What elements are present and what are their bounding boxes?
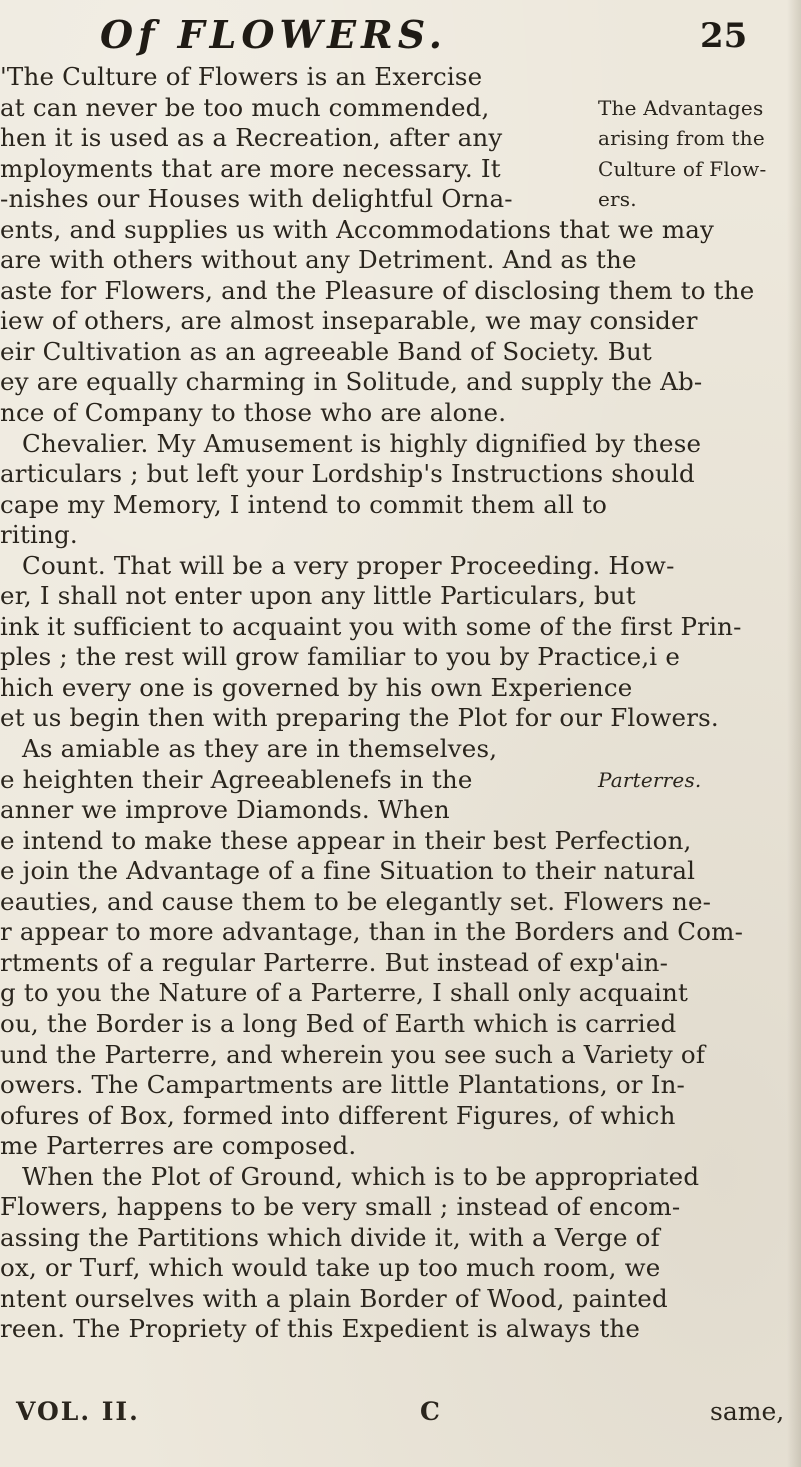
text-line: me Parterres are composed. xyxy=(0,1131,357,1161)
text-line: er, I shall not enter upon any little Particulars, but xyxy=(0,581,636,611)
volume-signature: VOL. II. xyxy=(16,1397,140,1426)
text-line: articulars ; but left your Lordship's Instructions should xyxy=(0,459,695,489)
text-line: ou, the Border is a long Bed of Earth which is carried xyxy=(0,1008,677,1038)
text-line: e intend to make these appear in their best Perfection, xyxy=(0,825,692,855)
text-line: cape my Memory, I intend to commit them all to xyxy=(0,489,608,519)
text-line: ofures of Box, formed into different Figures, of which xyxy=(0,1100,676,1130)
text-line: reen. The Propriety of this Expedient is always the xyxy=(0,1314,641,1344)
text-line: riting. xyxy=(0,520,78,550)
signature-letter: C xyxy=(420,1397,440,1426)
text-line: anner we improve Diamonds. When xyxy=(0,795,450,825)
text-line: ples ; the rest will grow familiar to you by Practice,i e xyxy=(0,642,681,672)
text-line: Chevalier. My Amusement is highly dignified by these xyxy=(22,428,702,458)
text-line: et us begin then with preparing the Plot for our Flowers. xyxy=(0,703,719,733)
text-line: are with others without any Detriment. And as the xyxy=(0,245,637,275)
text-line: mployments that are more necessary. It Culture of Flow- xyxy=(0,153,767,183)
text-line: nce of Company to those who are alone. xyxy=(0,398,507,428)
text-line: ntent ourselves with a plain Border of Wood, painted xyxy=(0,1283,668,1313)
page-edge-shadow xyxy=(787,0,801,1467)
text-line: As amiable as they are in themselves, xyxy=(22,734,498,764)
running-title: Of FLOWERS. xyxy=(100,12,448,57)
page-footer xyxy=(0,1397,790,1437)
running-head xyxy=(60,6,780,58)
text-line: When the Plot of Ground, which is to be appropriated xyxy=(22,1161,700,1191)
side-note-line: Culture of Flow- xyxy=(598,156,767,181)
text-line: -nishes our Houses with delightful Orna- ers. xyxy=(0,184,637,214)
catchword: same, xyxy=(710,1397,785,1426)
text-line: rtments of a regular Parterre. But instead of exp'ain- xyxy=(0,947,669,977)
side-note-line: The Advantages xyxy=(598,95,764,120)
text-line: Count. That will be a very proper Proceeding. How- xyxy=(22,550,675,580)
text-line: hen it is used as a Recreation, after any arising from the xyxy=(0,123,765,153)
text-line: hich every one is governed by his own Experience xyxy=(0,672,633,702)
text-line: eir Cultivation as an agreeable Band of Society. But xyxy=(0,336,652,366)
text-line: ox, or Turf, which would take up too much room, we xyxy=(0,1253,661,1283)
text-line: ents, and supplies us with Accommodations that we may xyxy=(0,214,715,244)
text-line: r appear to more advantage, than in the Borders and Com- xyxy=(0,917,744,947)
text-line: ey are equally charming in Solitude, and supply the Ab- xyxy=(0,367,703,397)
text-line: ink it sufficient to acquaint you with some of the first Prin- xyxy=(0,611,742,641)
text-line: eauties, and cause them to be elegantly set. Flowers ne- xyxy=(0,886,712,916)
side-note-line: ers. xyxy=(598,187,637,212)
page-number: 25 xyxy=(700,16,748,56)
body-text xyxy=(0,62,790,1345)
text-line: aste for Flowers, and the Pleasure of disclosing them to the xyxy=(0,275,755,305)
text-line: assing the Partitions which divide it, with a Verge of xyxy=(0,1222,660,1252)
side-note-line: arising from the xyxy=(598,126,765,151)
text-line: e heighten their Agreeablenefs in the Parterres. xyxy=(0,764,702,794)
text-line: g to you the Nature of a Parterre, I shall only acquaint xyxy=(0,978,689,1008)
text-line: at can never be too much commended, The Advantages xyxy=(0,92,764,122)
text-line: und the Parterre, and wherein you see such a Variety of xyxy=(0,1039,706,1069)
text-line: Flowers, happens to be very small ; instead of encom- xyxy=(0,1192,681,1222)
text-line: e join the Advantage of a fine Situation to their natural xyxy=(0,856,696,886)
text-line: owers. The Campartments are little Plantations, or In- xyxy=(0,1070,686,1100)
side-note-parterres: Parterres. xyxy=(598,767,702,792)
text-line: 'The Culture of Flowers is an Exercise xyxy=(0,62,483,91)
text-line: iew of others, are almost inseparable, we may consider xyxy=(0,306,698,336)
